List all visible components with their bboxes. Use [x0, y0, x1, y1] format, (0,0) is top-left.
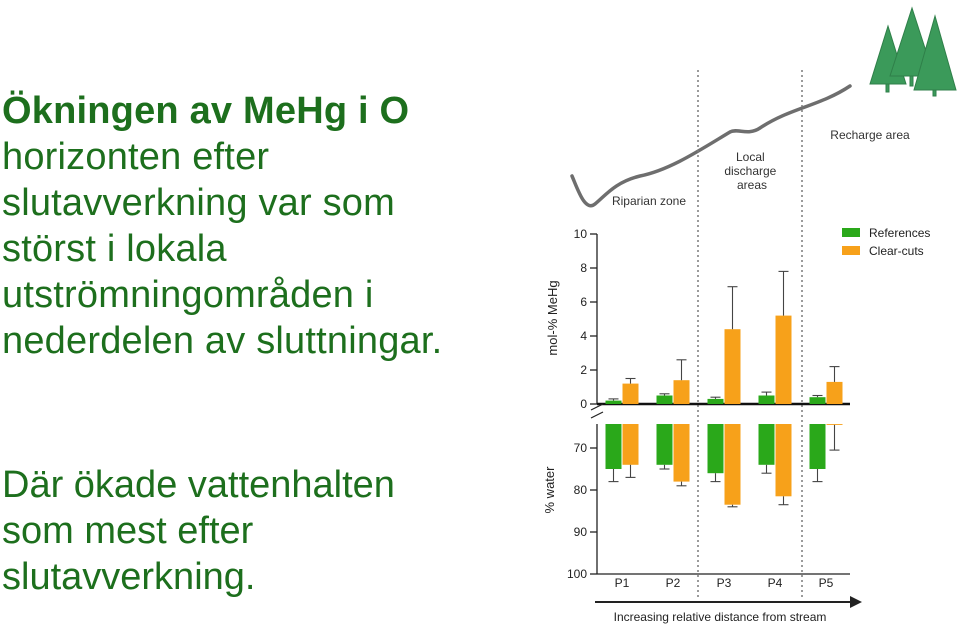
top-y-axis-label: mol-% MeHg	[545, 280, 560, 356]
top-y-tick-label-1: 2	[580, 363, 587, 377]
top-bar-ref-p3	[708, 399, 724, 404]
legend-swatch-references	[842, 228, 860, 237]
bottom-bar-cc-p1	[623, 424, 639, 465]
legend-swatch-clearcuts	[842, 246, 860, 255]
zone-label-local-line-3: areas	[736, 178, 768, 192]
top-y-tick-label-5: 10	[573, 227, 587, 241]
top-panel-bars	[606, 271, 843, 404]
heading-rest: horizonten efter slutavverkning var som störst i lokala utströmningområden i nederdelen av sluttningar.	[2, 136, 443, 362]
top-bar-cc-p1	[623, 384, 639, 404]
x-direction-arrow-head	[850, 596, 862, 608]
top-bar-cc-p4	[776, 316, 792, 404]
bottom-panel-bars	[606, 424, 843, 507]
category-label-p2: P2	[665, 576, 681, 590]
top-bar-cc-p5	[827, 382, 843, 404]
bottom-y-axis-label: % water	[542, 466, 557, 514]
bottom-bar-cc-p2	[674, 424, 690, 482]
top-y-tick-label-4: 8	[580, 261, 587, 275]
category-label-p5: P5	[818, 576, 834, 590]
top-bar-cc-p3	[725, 329, 741, 404]
category-labels	[615, 576, 834, 590]
top-bar-ref-p5	[810, 397, 826, 404]
bottom-y-tick-label-1: 80	[573, 483, 587, 497]
bottom-y-tick-label-3: 100	[566, 567, 587, 581]
category-label-p3: P3	[716, 576, 732, 590]
legend-label-references: References	[869, 226, 931, 240]
category-label-p1: P1	[614, 576, 630, 590]
top-bar-ref-p4	[759, 396, 775, 405]
zone-label-riparian: Riparian zone	[611, 194, 687, 208]
top-bar-ref-p2	[657, 396, 673, 405]
zone-label-local-line-2: discharge	[724, 164, 777, 178]
category-label-p4: P4	[767, 576, 783, 590]
top-y-tick-label-3: 6	[580, 295, 587, 309]
bottom-y-tick-label-0: 70	[573, 441, 587, 455]
top-y-ticks	[574, 227, 597, 411]
bottom-bar-cc-p3	[725, 424, 741, 505]
top-y-tick-label-2: 4	[580, 329, 587, 343]
conifer-trees-icon	[870, 8, 956, 96]
top-y-tick-label-0: 0	[580, 397, 587, 411]
bottom-bar-ref-p5	[810, 424, 826, 469]
bottom-bar-cc-p5	[827, 424, 843, 425]
bottom-bar-ref-p1	[606, 424, 622, 469]
bottom-bar-cc-p4	[776, 424, 792, 496]
bottom-y-tick-label-2: 90	[573, 525, 587, 539]
bottom-y-ticks	[567, 441, 597, 581]
zone-label-local-line-1: Local	[735, 150, 765, 164]
slide-body-text: Där ökade vattenhalten som mest efter slutavverkning.	[2, 464, 395, 598]
heading-bold: Ökningen av MeHg i O	[2, 90, 410, 132]
bottom-bar-ref-p3	[708, 424, 724, 473]
x-axis-label: Increasing relative distance from stream	[613, 610, 827, 624]
landscape-profile	[572, 86, 850, 206]
top-bar-cc-p2	[674, 380, 690, 404]
zone-label-recharge: Recharge area	[830, 128, 910, 142]
legend-label-clearcuts: Clear-cuts	[869, 244, 924, 258]
zone-label-local-discharge	[724, 150, 779, 192]
bottom-bar-ref-p4	[759, 424, 775, 465]
axis-break-mark	[591, 404, 603, 418]
top-bar-ref-p1	[606, 401, 622, 404]
chart-legend	[842, 226, 930, 258]
bottom-bar-ref-p2	[657, 424, 673, 465]
